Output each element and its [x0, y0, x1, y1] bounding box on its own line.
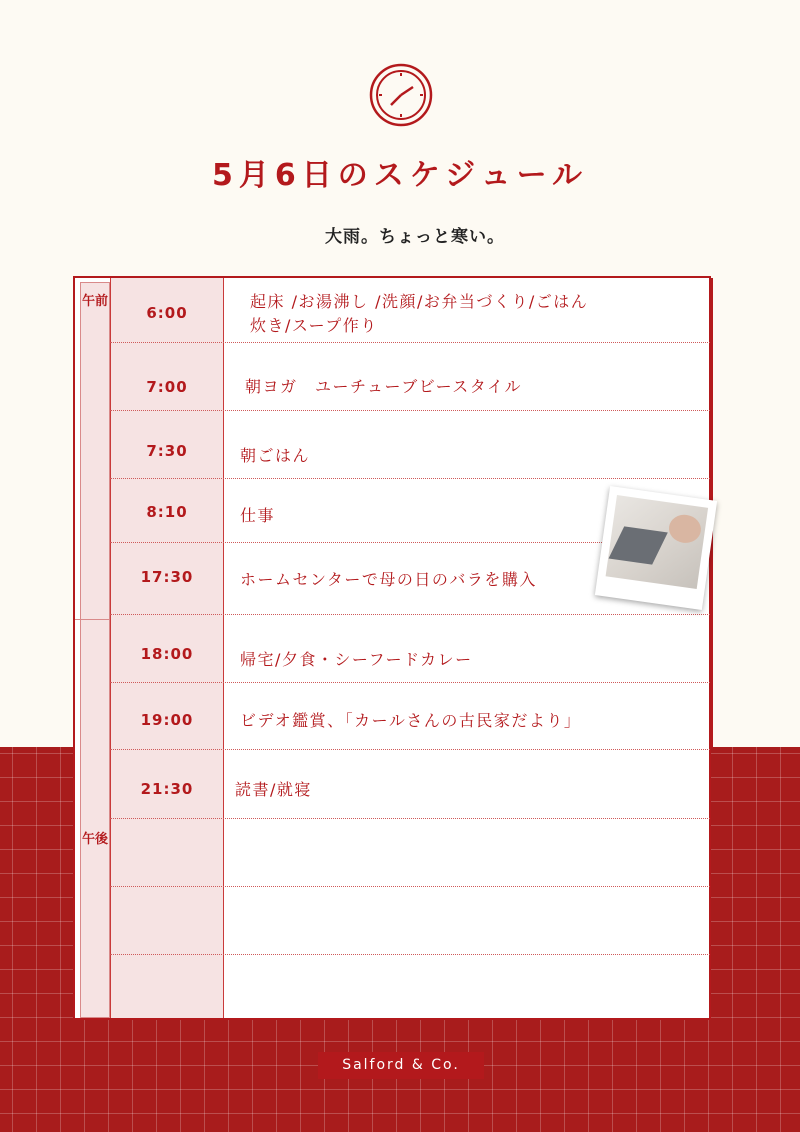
time-slot: 19:00 [140, 711, 194, 729]
ampm-column [80, 282, 110, 1018]
activity-entry: 朝ヨガ ユーチューブビースタイル [245, 377, 522, 396]
row-divider [110, 954, 710, 955]
time-slot: 7:00 [146, 378, 188, 396]
laptop-photo [595, 486, 717, 610]
time-slot: 21:30 [140, 780, 194, 798]
row-divider [110, 886, 710, 887]
time-slot: 6:00 [146, 304, 188, 322]
schedule-sheet [73, 276, 711, 1020]
clock-icon [369, 63, 433, 127]
row-divider [110, 614, 710, 615]
row-divider [110, 818, 710, 819]
am-label: 午前 [81, 294, 108, 309]
activity-entry: ホームセンターで母の日のバラを購入 [240, 570, 537, 589]
brand-badge: Salford & Co. [318, 1052, 484, 1079]
activity-entry: 読書/就寝 [235, 780, 312, 799]
row-divider [110, 342, 710, 343]
time-slot: 18:00 [140, 645, 194, 663]
page-title: 5月6日のスケジュール [212, 158, 588, 193]
row-divider [110, 478, 710, 479]
activity-entry: 朝ごはん [240, 446, 311, 465]
activity-entry: 仕事 [240, 506, 276, 525]
time-slot: 8:10 [146, 503, 188, 521]
row-divider [110, 749, 710, 750]
row-divider [110, 682, 710, 683]
time-slot: 17:30 [140, 568, 194, 586]
pm-label: 午後 [81, 832, 108, 847]
weather-note: 大雨。ちょっと寒い。 [325, 227, 505, 247]
time-slot: 7:30 [146, 442, 188, 460]
activity-entry: 起床 /お湯沸し /洗顔/お弁当づくり/ごはん 炊き/スープ作り [250, 292, 589, 335]
row-divider [110, 410, 710, 411]
ampm-divider [75, 619, 109, 620]
activity-entry: 帰宅/夕食・シーフードカレー [240, 650, 473, 669]
activity-entry: ビデオ鑑賞、「カールさんの古民家だより」 [240, 711, 582, 730]
